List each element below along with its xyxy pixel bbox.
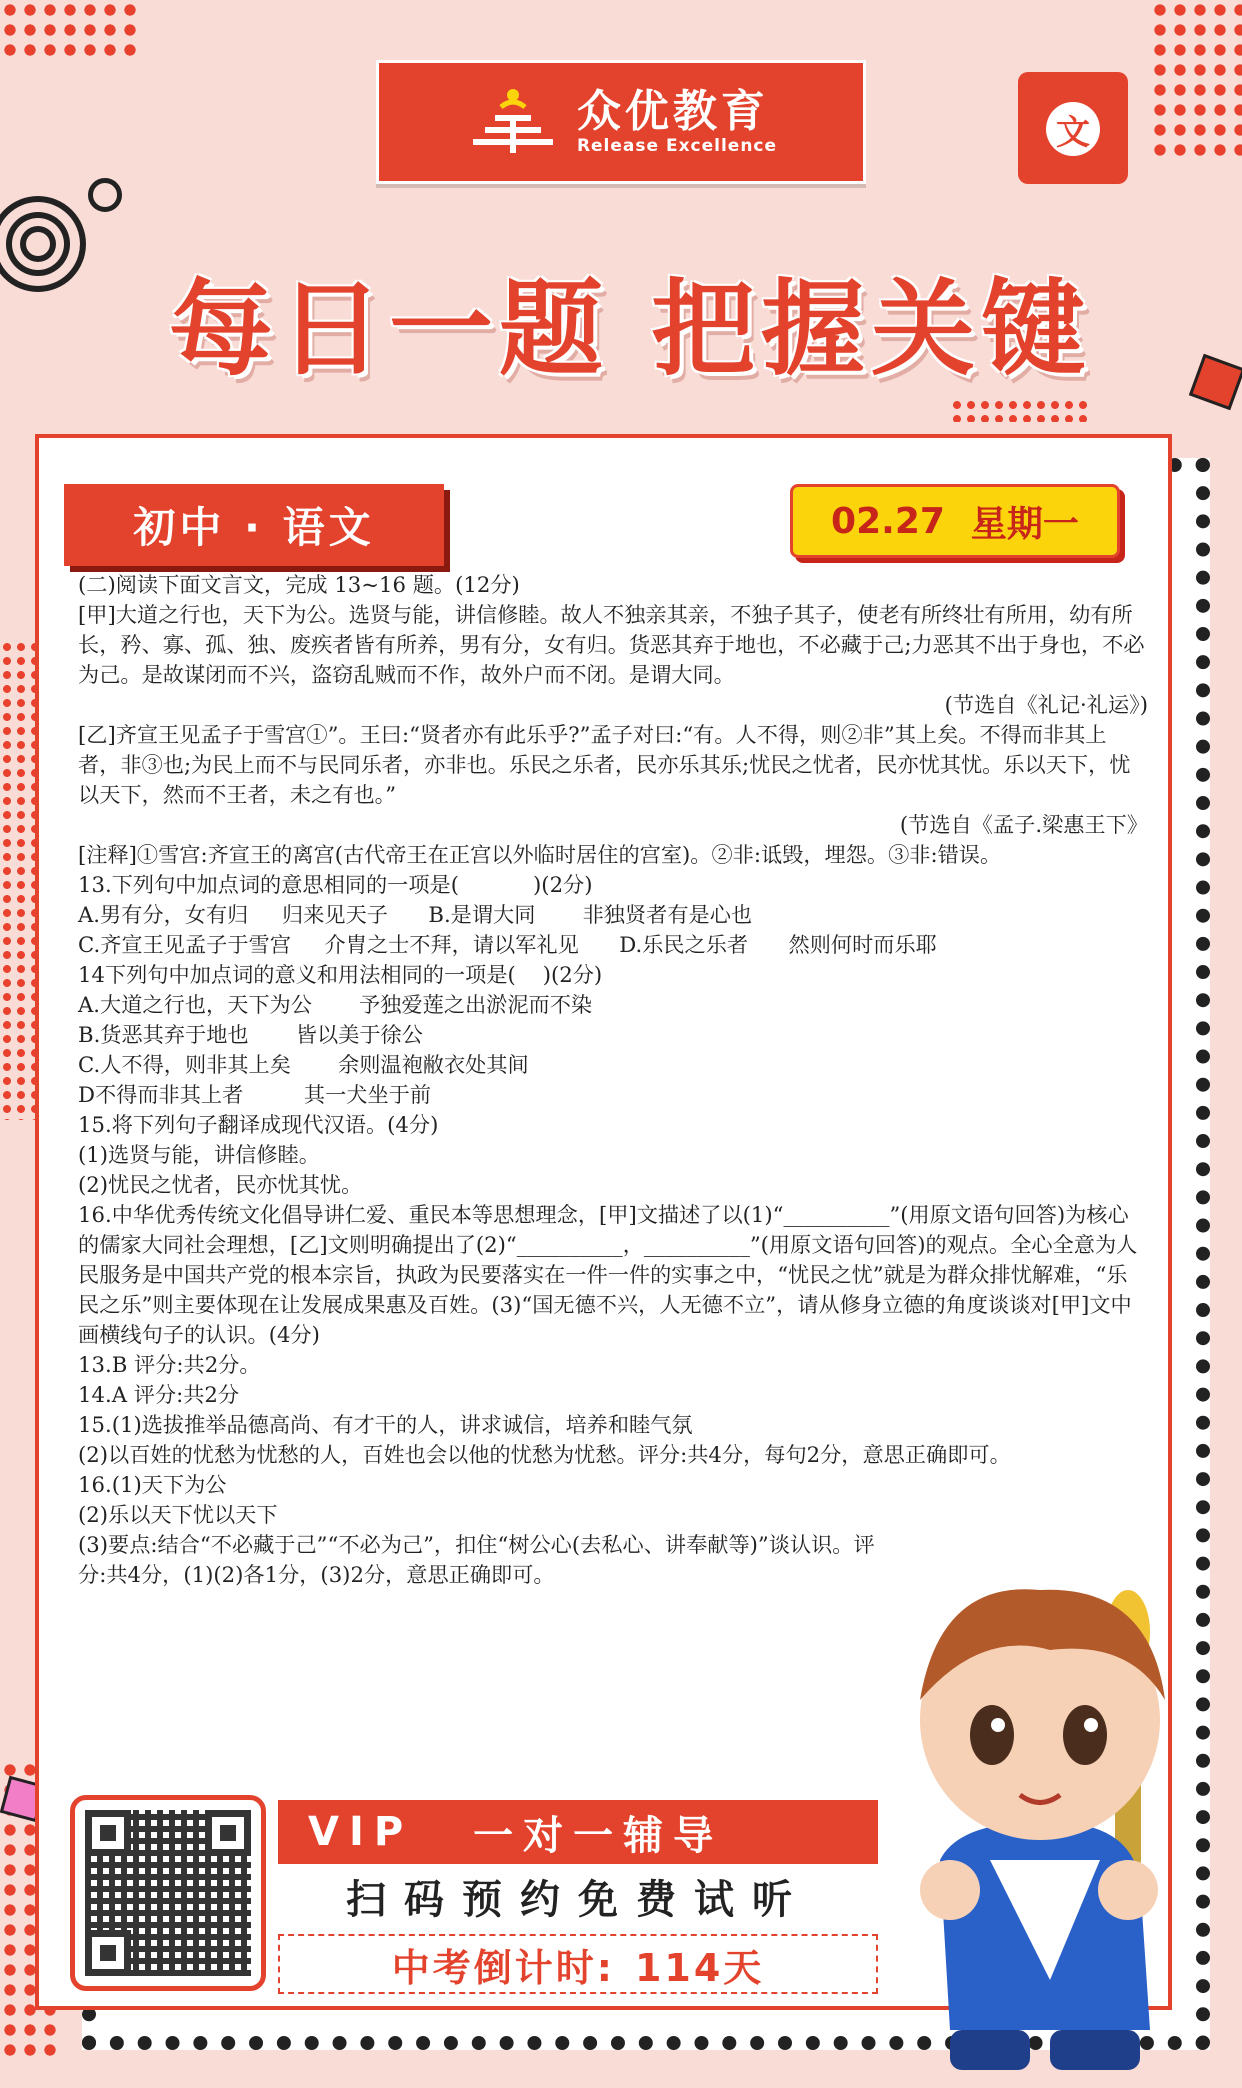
qr-code-pattern [85,1810,251,1976]
question-14-option-c: C.人不得，则非其上矣 余则温袍敝衣处其间 [78,1052,529,1077]
tutoring-label: 一对一辅导 [473,1812,724,1859]
date-box [790,484,1120,558]
question-15-item-2: (2)忧民之忧者，民亦忧其忧。 [78,1172,363,1197]
countdown-value: 114天 [634,1945,765,1990]
passage-yi: [乙]齐宣王见孟子于雪宫①”。王曰:“贤者亦有此乐乎?”孟子对曰:“有。人不得，则②非”其上矣。不得而非其上者，非③也;为民上而不与民同乐者，亦非也。乐民之乐者，民亦乐其乐;忧民之忧者，民亦忧其忧。乐以天下，忧以天下，然而不王者，未之有也。” [78,722,1131,807]
qr-finder-icon [85,1810,131,1856]
question-14-option-b: B.货恶其弃于地也 皆以美于徐公 [78,1022,423,1047]
subject-badge [1018,72,1128,184]
question-15-item-1: (1)选贤与能，讲信修睦。 [78,1142,320,1167]
vip-banner [278,1800,878,1864]
subject-label: 初中 · 语文 [64,484,444,566]
passage-notes: [注释]①雪宫:齐宣王的离宫(古代帝王在正宫以外临时居住的宫室)。②非:诋毁，埋怨。③非:错误。 [78,842,1002,867]
decor-dots-right [950,398,1090,422]
decor-dots-top-right [1150,0,1242,160]
brand-banner [376,60,866,184]
question-15: 15.将下列句子翻译成现代汉语。(4分) [78,1112,439,1137]
brand-tagline: Release Excellence [576,136,778,156]
answer-16-1: 16.(1)天下为公 [78,1472,227,1497]
brand-name: 众优教育 [576,86,769,137]
question-14: 14下列句中加点词的意义和用法相同的一项是( )(2分) [78,962,603,987]
date-weekday: 星期一 [970,503,1079,545]
headline: 每日一题 把握关键 [168,268,1092,390]
qr-code[interactable] [70,1795,266,1991]
answer-15-2: (2)以百姓的忧愁为忧愁的人，百姓也会以他的忧愁为忧愁。评分:共4分，每句2分，意思正确即可。 [78,1442,1011,1467]
decor-dots-left [0,640,36,1120]
question-13-options-cd: C.齐宣王见孟子于雪宫 介胄之士不拜，请以军礼见 D.乐民之乐者 然则何时而乐耶 [78,932,937,957]
question-14-option-d: D不得而非其上者 其一犬坐于前 [78,1082,432,1107]
ring-decor [88,178,122,212]
question-13-options-ab: A.男有分，女有归 归来见天子 B.是谓大同 非独贤者有是心也 [78,902,753,927]
countdown-label: 中考倒计时: [391,1945,615,1990]
subject-badge-char: 文 [1046,102,1100,156]
trial-text: 扫码预约免费试听 [346,1877,810,1923]
passage-jia: [甲]大道之行也，天下为公。选贤与能，讲信修睦。故人不独亲其亲，不独子其子，使老有所终壮有所用，幼有所长，矜、寡、孤、独、废疾者皆有所养，男有分，女有归。货恶其弃于地也，不必藏于己;力恶其不出于身也，不必为己。是故谋闭而不兴，盗窃乱贼而不作，故外户而不闭。是谓大同。 [78,602,1145,687]
brand-logo-icon [465,87,561,157]
concentric-circles-decor [0,196,86,292]
passage-content [78,570,1148,1590]
passage-intro: (二)阅读下面文言文，完成 13~16 题。(12分) [78,572,520,597]
qr-finder-icon [205,1810,251,1856]
cube-decor-right [1189,354,1242,410]
question-13: 13.下列句中加点词的意思相同的一项是( )(2分) [78,872,593,897]
decor-dots-top-left [0,0,140,60]
qr-finder-icon [85,1930,131,1976]
passage-yi-source: (节选自《孟子.梁惠王下》 [899,812,1148,837]
passage-jia-source: (节选自《礼记·礼运》) [944,692,1148,717]
answer-14: 14.A 评分:共2分 [78,1382,240,1407]
answer-15-1: 15.(1)选拔推举品德高尚、有才干的人，讲求诚信，培养和睦气氛 [78,1412,693,1437]
question-16: 16.中华优秀传统文化倡导讲仁爱、重民本等思想理念，[甲]文描述了以(1)“__________”(用原文语句回答)为核心的儒家大同社会理想，[乙]文则明确提出了(2)“__________，__________”(用原文语句回答)的观点。全心全意为人民服务是中国共产党的根本宗旨，执政为民要落实在一件一件的实事之中，“忧民之忧”就是为群众排忧解难，“乐民之乐”则主要体现在让发展成果惠及百姓。(3)“国无德不兴，人无德不立”，请从修身立德的角度谈谈对[甲]文中画横线句子的认识。(4分) [78,1202,1138,1347]
answer-16-2: (2)乐以天下忧以天下 [78,1502,278,1527]
date-day: 02.27 [831,500,945,542]
question-14-option-a: A.大道之行也，天下为公 予独爱莲之出淤泥而不染 [78,992,593,1017]
answer-13: 13.B 评分:共2分。 [78,1352,261,1377]
countdown [278,1934,878,1994]
cartoon-mascot-boy [880,1560,1220,2080]
vip-label: VIP [308,1809,414,1855]
answer-16-3: (3)要点:结合“不必藏于己”“不必为己”，扣住“树公心(去私心、讲奉献等)”谈认识。评分:共4分，(1)(2)各1分，(3)2分，意思正确即可。 [78,1532,875,1587]
